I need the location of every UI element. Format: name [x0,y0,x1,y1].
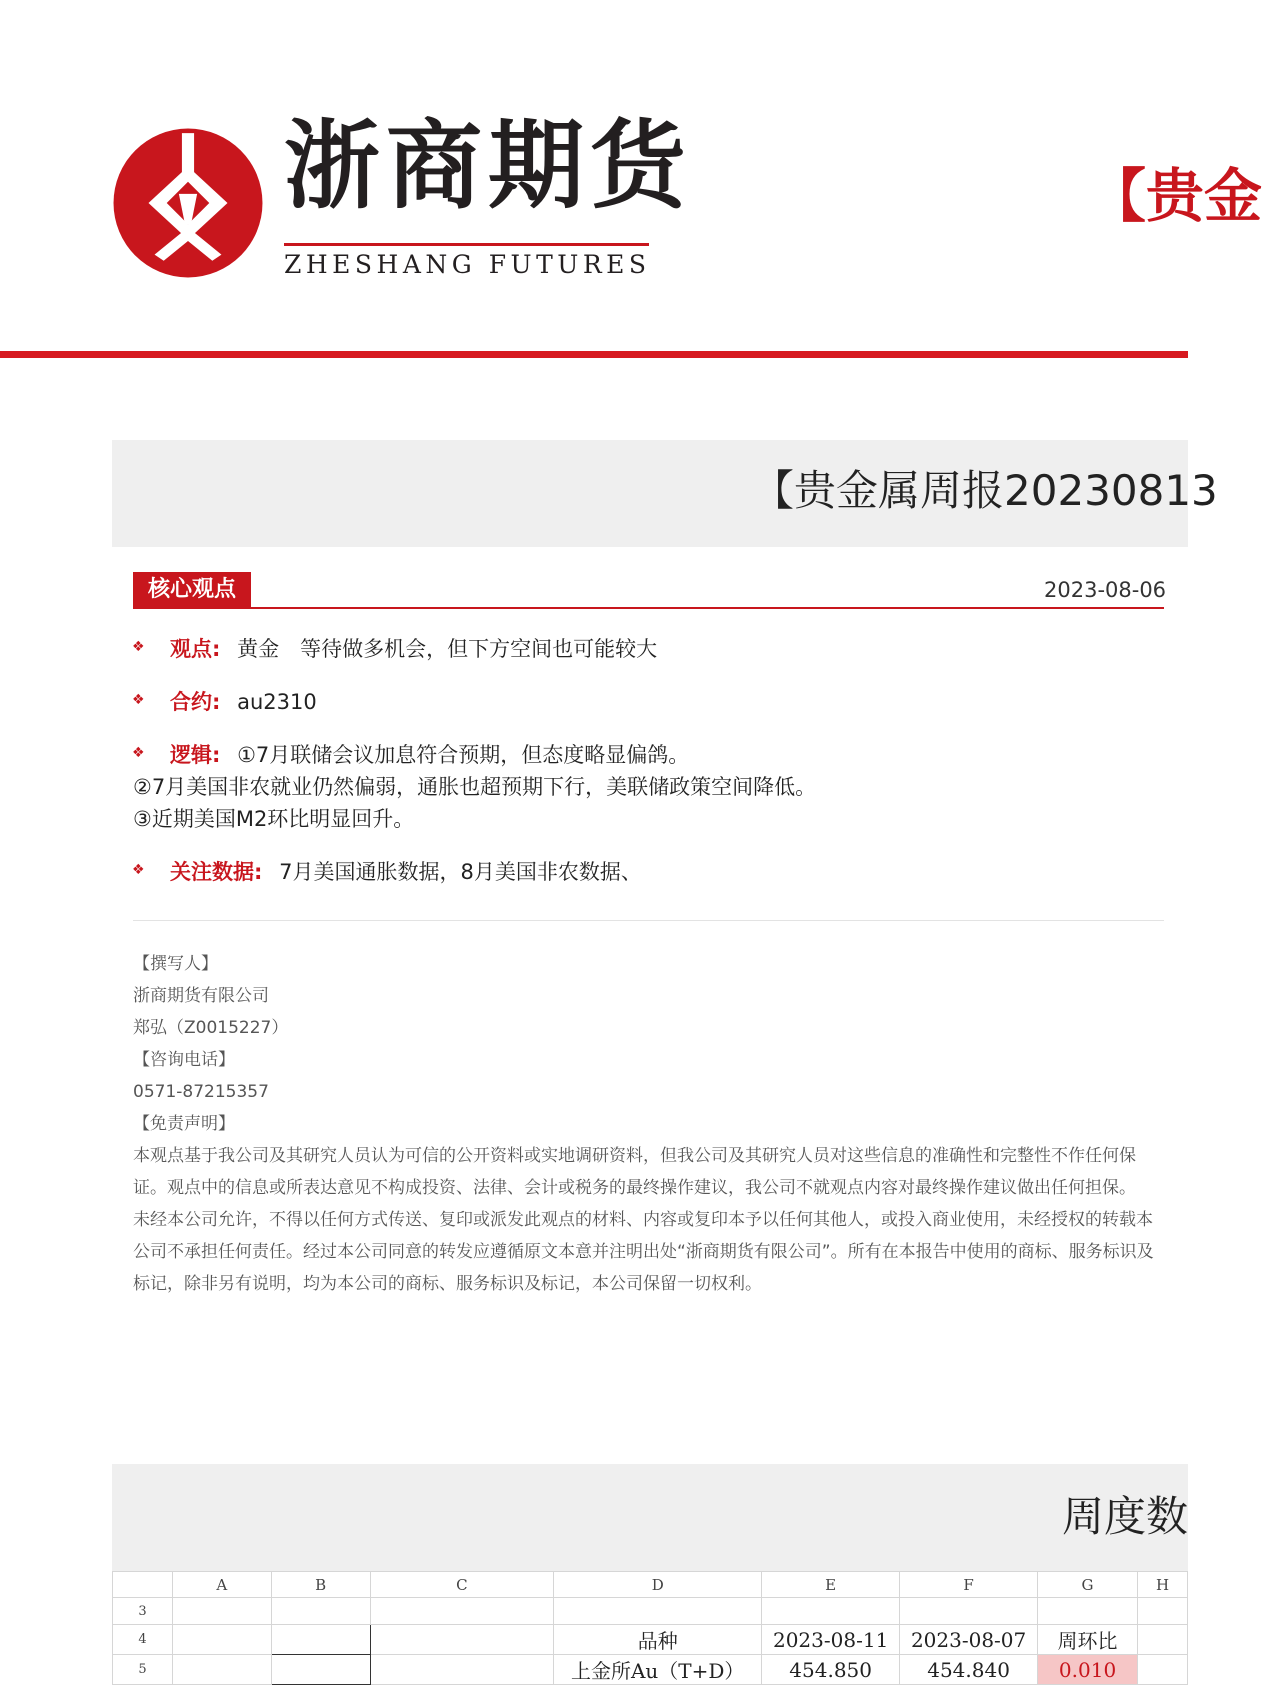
disclaimer-heading: 【免责声明】 [133,1114,235,1134]
logic-line-1 [170,743,689,768]
logic-text-1: ①7月联储会议加息符合预期，但态度略显偏鸽。 [237,743,690,767]
zheshang-logo-icon [112,127,264,279]
disclaimer-paragraph-2: 未经本公司允许，不得以任何方式传送、复印或派发此观点的材料、内容或复印本予以任何其他人，或投入商业使用，未经授权的转载本公司不承担任何责任。经过本公司同意的转发应遵循原文本意并注明出处“浙商期货有限公司”。所有在本报告中使用的商标、服务标识及标记，除非另有说明，均为本公司的商标、服务标识及标记，本公司保留一切权利。 [133,1210,1154,1294]
row-number: 5 [113,1655,173,1685]
price-previous-cell: 454.840 [900,1655,1038,1685]
column-header: H [1138,1572,1188,1598]
column-header: C [370,1572,554,1598]
author-heading: 【撰写人】 [133,954,218,974]
row-number: 3 [113,1598,173,1625]
focus-label: 关注数据: [170,860,263,884]
column-header: G [1038,1572,1138,1598]
column-header: F [900,1572,1038,1598]
sheet-cell [1138,1598,1188,1625]
sheet-cell [271,1655,370,1685]
sheet-cell [1038,1598,1138,1625]
header-report-type: 【贵金 [1088,162,1262,230]
contract-line [170,690,317,715]
sheet-cell [172,1625,271,1655]
price-current-cell: 454.850 [762,1655,900,1685]
core-view-tag: 核心观点 [133,572,251,608]
logic-text-2: ②7月美国非农就业仍然偏弱，通胀也超预期下行，美联储政策空间降低。 [133,775,817,799]
weekly-data-band [112,1464,1188,1571]
column-header: B [271,1572,370,1598]
table-row [113,1625,1188,1655]
sheet-column-header-row [113,1572,1188,1598]
report-meta [133,948,1165,1300]
variety-header: 品种 [554,1625,762,1655]
view-text: 黄金 等待做多机会，但下方空间也可能较大 [237,637,658,661]
logic-text-3: ③近期美国M2环比明显回升。 [133,807,415,831]
row-number: 4 [113,1625,173,1655]
report-title: 【贵金属周报20230813 [752,466,1218,515]
view-line [170,637,657,662]
sheet-cell [271,1598,370,1625]
variety-cell: 上金所Au（T+D） [554,1655,762,1685]
sheet-cell [172,1655,271,1685]
sheet-cell [1138,1655,1188,1685]
core-view-underline [133,607,1164,609]
focus-text: 7月美国通胀数据，8月美国非农数据、 [279,860,642,884]
sheet-cell [271,1625,370,1655]
contract-text: au2310 [237,690,317,714]
sheet-cell [172,1598,271,1625]
phone-number: 0571-87215357 [133,1082,269,1102]
wow-change-cell: 0.010 [1038,1655,1138,1685]
diamond-bullet-icon: ❖ [132,745,145,761]
diamond-bullet-icon: ❖ [132,639,145,655]
date-header-previous: 2023-08-07 [900,1625,1038,1655]
column-header: E [762,1572,900,1598]
header-divider [0,351,1188,358]
diamond-bullet-icon: ❖ [132,862,145,878]
table-row [113,1655,1188,1685]
sheet-cell [554,1598,762,1625]
column-header: A [172,1572,271,1598]
column-header: D [554,1572,762,1598]
sheet-cell [370,1598,554,1625]
sheet-cell [900,1598,1038,1625]
logic-label: 逻辑: [170,743,221,767]
weekly-data-title: 周度数 [1062,1492,1189,1541]
sheet-corner-cell [113,1572,173,1598]
sheet-cell [1138,1625,1188,1655]
contract-label: 合约: [170,690,221,714]
phone-heading: 【咨询电话】 [133,1050,235,1070]
section-divider [133,920,1164,921]
view-label: 观点: [170,637,221,661]
weekly-data-sheet [112,1571,1188,1685]
table-row [113,1598,1188,1625]
wow-header: 周环比 [1038,1625,1138,1655]
author-company: 浙商期货有限公司 [133,986,269,1006]
company-name-en: ZHESHANG FUTURES [284,250,651,279]
sheet-cell [370,1655,554,1685]
company-name-cn: 浙商期货 [284,109,692,222]
sheet-cell [370,1625,554,1655]
sheet-cell [762,1598,900,1625]
author-name: 郑弘（Z0015227） [133,1018,289,1038]
diamond-bullet-icon: ❖ [132,692,145,708]
date-header-current: 2023-08-11 [762,1625,900,1655]
focus-line [170,860,642,885]
report-date: 2023-08-06 [1044,578,1167,602]
logo-underline [284,243,649,246]
disclaimer-paragraph-1: 本观点基于我公司及其研究人员认为可信的公开资料或实地调研资料，但我公司及其研究人员对这些信息的准确性和完整性不作任何保证。观点中的信息或所表达意见不构成投资、法律、会计或税务的最终操作建议，我公司不就观点内容对最终操作建议做出任何担保。 [133,1146,1136,1198]
